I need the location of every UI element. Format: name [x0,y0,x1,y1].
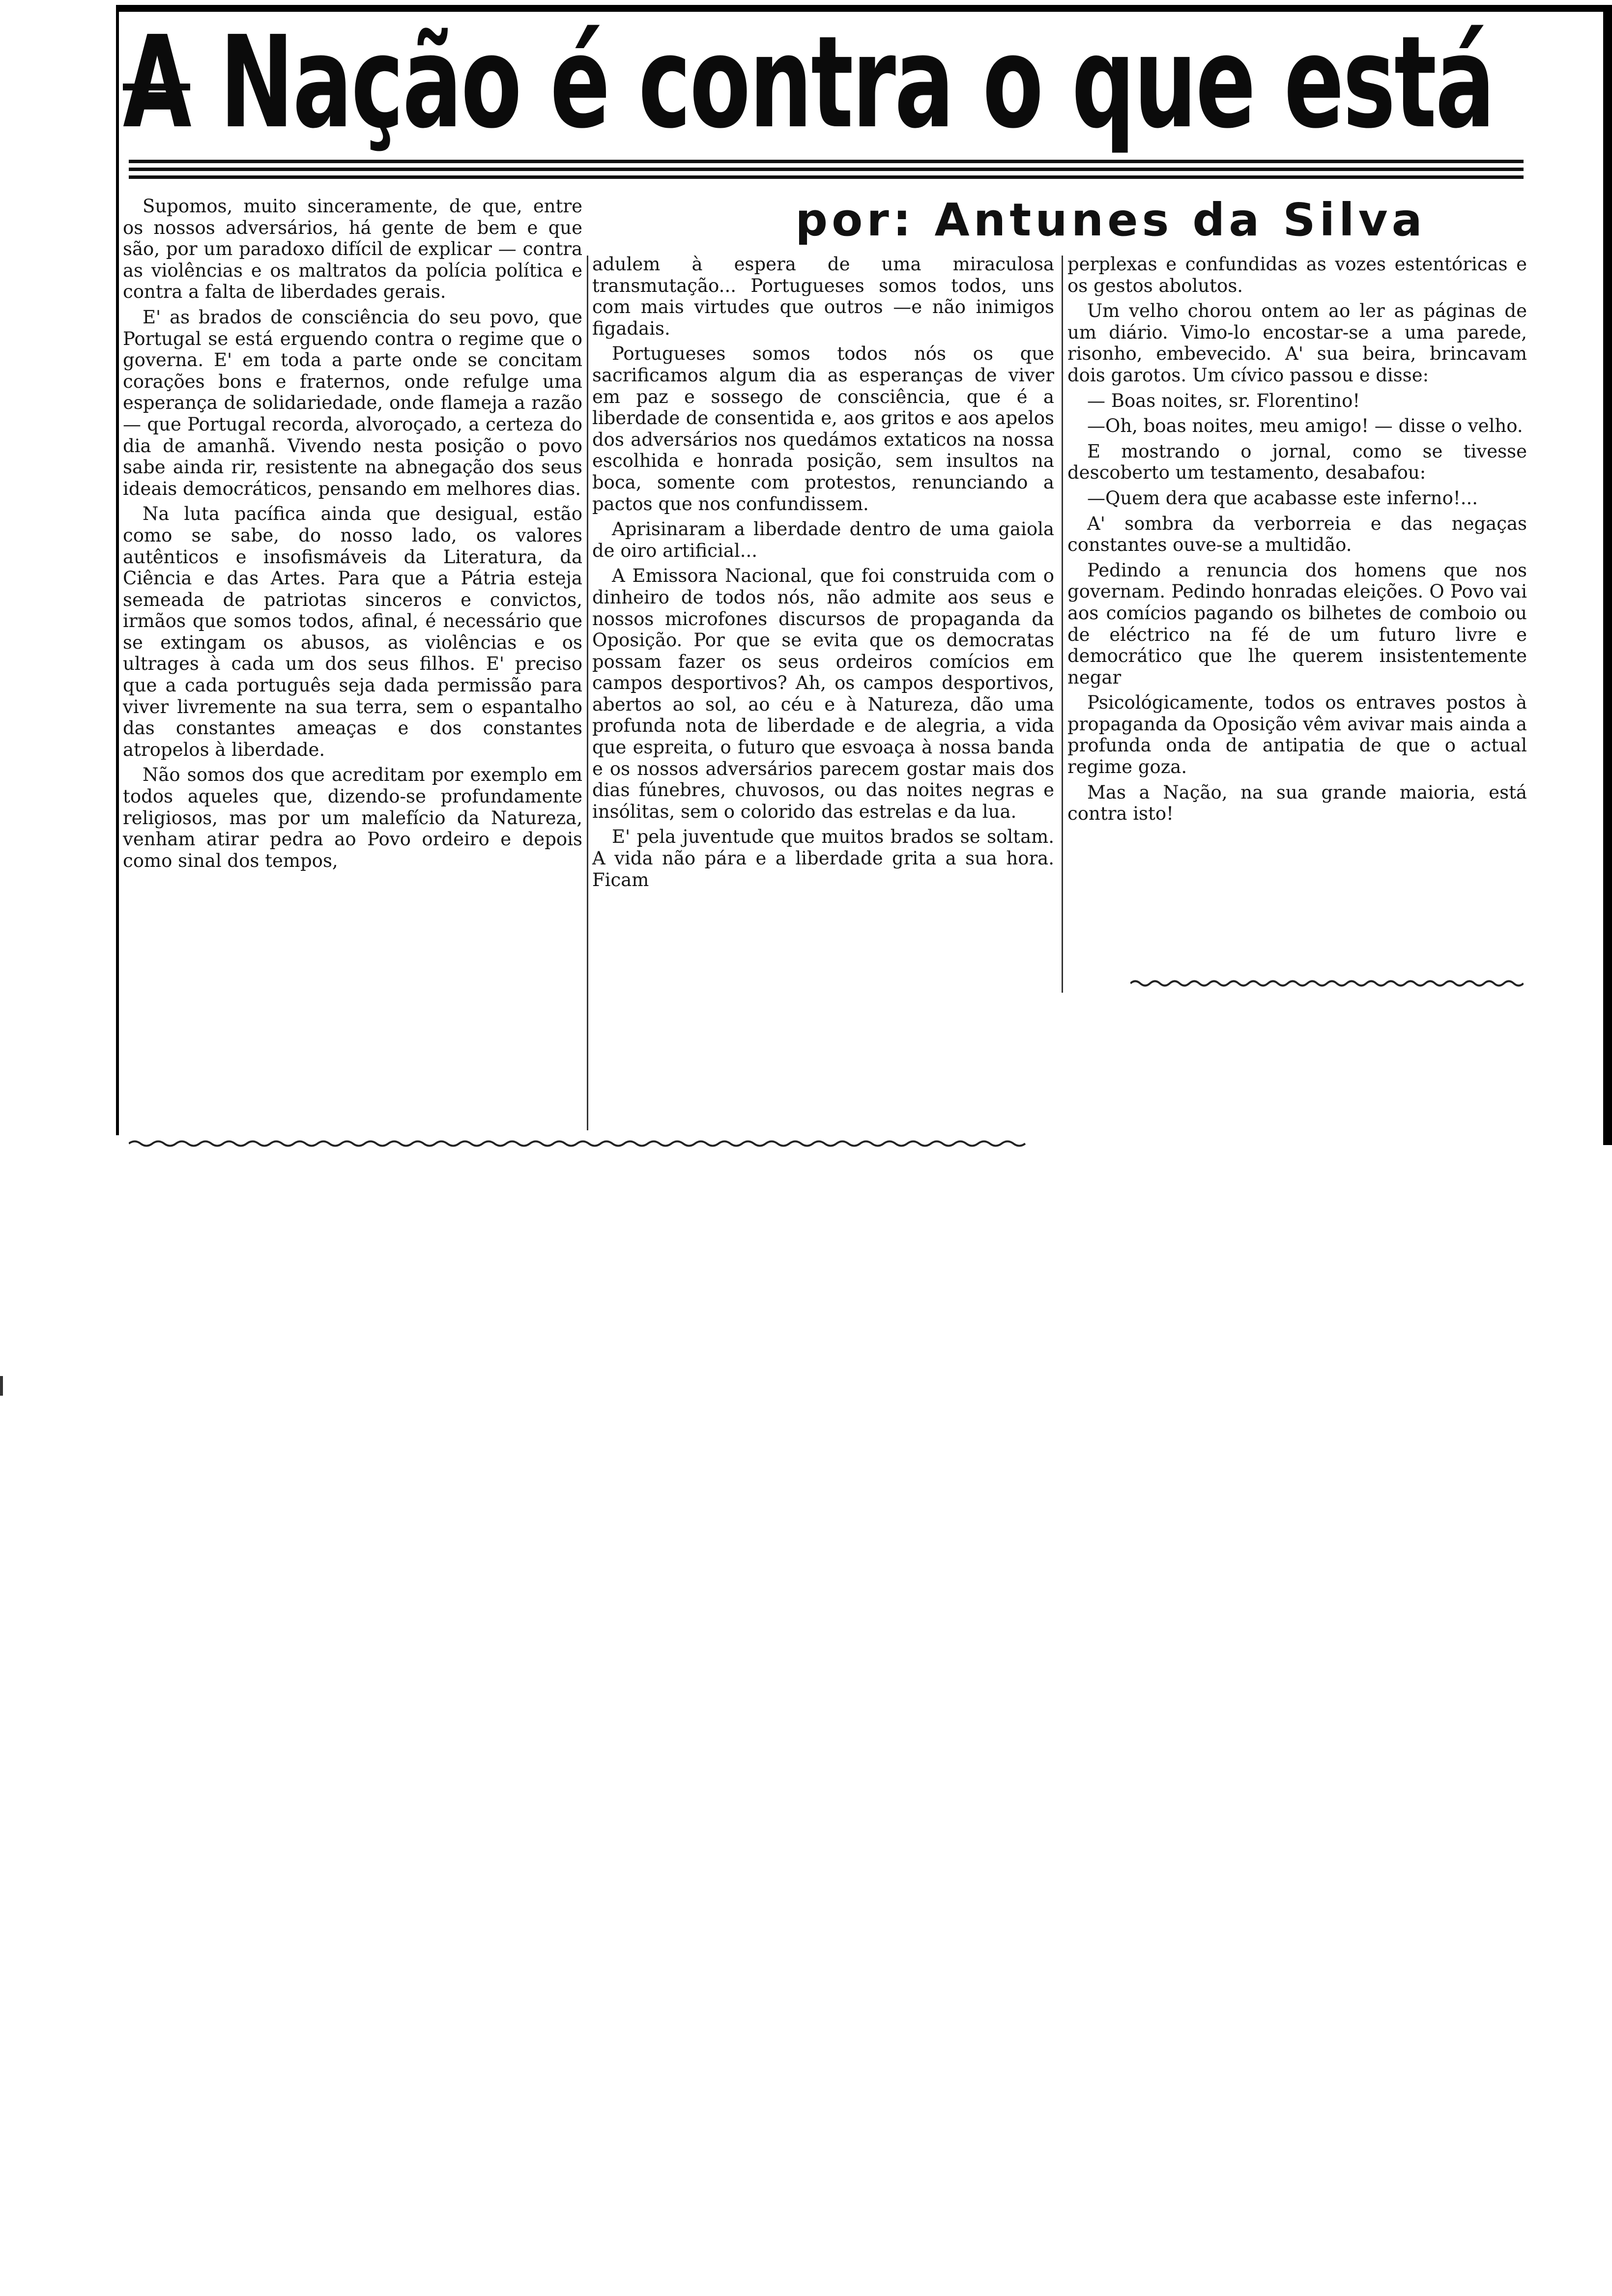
paragraph: Mas a Nação, na sua grande maioria, está contra isto! [1067,781,1527,825]
end-wavy-rule [1130,979,1524,988]
article-headline [123,9,1494,156]
article-column-1 [123,196,582,875]
article-column-3 [1067,254,1527,829]
column-separator [1062,256,1063,993]
byline: por: Antunes da Silva [795,194,1426,246]
paragraph: Portugueses somos todos nós os que sacrificamos algum dia as esperanças de viver em paz e sossego de consciência, que é a liberdade de consentida e, aos gritos e aos apelos dos adversários nos quedámos extaticos na nossa escolhida e honrada posição, sem insultos na boca, somente com protestos, renunciando a pactos que nos confundissem. [592,343,1054,515]
headline-text: Nação é contra o que está [220,9,1494,156]
bottom-wavy-rule [129,1139,1028,1148]
page-frame-left [116,5,119,1135]
paragraph: Pedindo a renuncia dos homens que nos governam. Pedindo honradas eleições. O Povo vai aos comícios pagando os bilhetes de comboio ou de eléctrico na fé de um futuro livre e democrático que lhe querem insistentemente negar [1067,559,1527,688]
paragraph: —Quem dera que acabasse este inferno!... [1087,487,1478,509]
paragraph: E' pela juventude que muitos brados se soltam. A vida não pára e a liberdade grita a sua hora. Ficam [592,826,1054,890]
paragraph: Não somos dos que acreditam por exemplo em todos aqueles que, dizendo-se profundamente religiosos, mas por um malefício da Natureza, venham atirar pedra ao Povo ordeiro e depois como sinal dos tempos, [123,764,582,871]
paragraph: adulem à espera de uma miraculosa transmutação... Portugueses somos todos, uns com mais virtudes que outros —e não inimigos figadais. [592,254,1054,339]
paragraph: Aprisinaram a liberdade dentro de uma gaiola de oiro artificial... [592,518,1054,561]
paragraph: Supomos, muito sinceramente, de que, entre os nossos adversários, há gente de bem e que são, por um paradoxo difícil de explicar — contra as violências e os maltratos da polícia política e contra a falta de liberdades gerais. [123,196,582,303]
column-separator [587,256,588,1130]
headline-struck-letter: A [123,9,190,156]
paragraph: Psicológicamente, todos os entraves postos à propaganda da Oposição vêm avivar mais ainda a profunda onda de antipatia de que o actual regime goza. [1067,692,1527,778]
paragraph: A Emissora Nacional, que foi construida com o dinheiro de todos nós, não admite aos seus e nossos microfones discursos de propaganda da Oposição. Por que se evita que os democratas possam fazer os seus ordeiros comícios em campos desportivos? Ah, os campos desportivos, abertos ao sol, ao céu e à Natureza, dão uma profunda nota de liberdade e de alegria, a vida que espreita, o futuro que esvoaça à nossa banda e os nossos adversários parecem gostar mais dos dias fúnebres, chuvosos, ou das noites negras e insólitas, sem o colorido das estrelas e da lua. [592,565,1054,822]
paragraph: — Boas noites, sr. Florentino! [1087,390,1360,411]
paragraph: E mostrando o jornal, como se tivesse descoberto um testamento, desabafou: [1067,440,1527,484]
rule-line [129,160,1524,163]
rule-line [129,175,1524,179]
wavy-rule-graphic [129,1139,1028,1148]
article-column-2 [592,254,1054,894]
rule-line [129,168,1524,171]
paragraph: —Oh, boas noites, meu amigo! — disse o velho. [1087,415,1523,437]
paragraph: perplexas e confundidas as vozes estentóricas e os gestos abolutos. [1067,254,1527,296]
scan-edge-mark [0,1376,3,1396]
paragraph: Um velho chorou ontem ao ler as páginas de um diário. Vimo-lo encostar-se a uma parede, risonho, embevecido. A' sua beira, brincavam dois garotos. Um cívico passou e disse: [1067,300,1527,386]
wavy-rule-graphic [1130,979,1524,988]
paragraph: Na luta pacífica ainda que desigual, estão como se sabe, do nosso lado, os valores autênticos e insofismáveis da Literatura, da Ciência e das Artes. Para que a Pátria esteja semeada de patriotas sinceros e convictos, irmãos que somos todos, afinal, é necessário que se extingam os abusos, as violências e os ultrages à cada um dos seus filhos. E' preciso que a cada português seja dada permissão para viver livremente na sua terra, sem o espantalho das constantes ameaças e dos constantes atropelos à liberdade. [123,503,582,760]
headline-rules [129,160,1524,183]
paragraph: E' as brados de consciência do seu povo, que Portugal se está erguendo contra o regime que o governa. E' em toda a parte onde se concitam corações bons e fraternos, onde refulge uma esperança de solidariedade, onde flameja a razão — que Portugal recorda, alvoroçado, a certeza do dia de amanhã. Vivendo nesta posição o povo sabe ainda rir, resistente na abnegação dos seus ideais democráticos, pensando em melhores dias. [123,306,582,499]
paragraph: A' sombra da verborreia e das negaças constantes ouve-se a multidão. [1067,513,1527,556]
page-frame-right [1603,5,1612,1145]
